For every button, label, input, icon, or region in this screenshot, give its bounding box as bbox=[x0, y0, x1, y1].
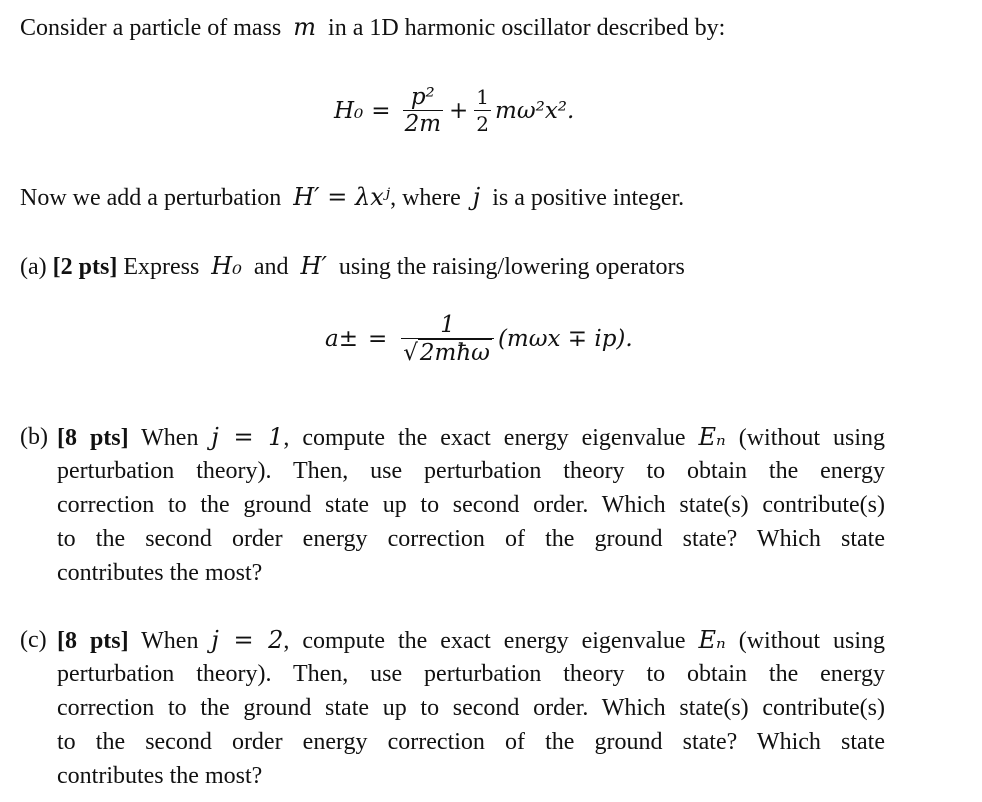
eq1-num2: 1 bbox=[476, 85, 490, 109]
perturbation-line bbox=[20, 180, 684, 215]
part-a-points: [2 pts] bbox=[52, 254, 118, 280]
part-c-points: [8 pts] bbox=[57, 628, 129, 654]
part-a-label: (a) bbox=[20, 254, 47, 280]
part-b-label: (b) bbox=[20, 424, 48, 450]
eq2-lhs: a± bbox=[325, 326, 358, 352]
eq2-tail: (mωx ∓ ip). bbox=[497, 326, 633, 352]
intro-line bbox=[20, 10, 725, 45]
intro-tail: in a 1D harmonic oscillator described by: bbox=[328, 15, 726, 41]
part-a-line bbox=[20, 249, 685, 284]
eq2-fraction bbox=[401, 312, 494, 366]
part-c-line5: contributes the most? bbox=[57, 763, 263, 789]
part-b-line2: perturbation theory). Then, use perturbation theory to obtain the energy bbox=[57, 458, 885, 484]
eq2-den bbox=[401, 339, 494, 366]
part-c-paragraph bbox=[57, 623, 885, 793]
part-b-paragraph bbox=[57, 420, 885, 590]
part-c-line1 bbox=[57, 623, 885, 657]
part-a-var1: H₀ bbox=[211, 252, 242, 280]
pert-post: is a positive integer. bbox=[492, 185, 685, 211]
eq2-den-radicand: 2mħω bbox=[419, 340, 490, 366]
part-c-line4: to the second order energy correction of the ground state? Which state bbox=[57, 729, 885, 755]
sqrt-icon: √ bbox=[403, 340, 418, 366]
eq1-den1: 2m bbox=[404, 111, 442, 137]
part-c-line3: correction to the ground state up to second order. Which state(s) contribute(s) bbox=[57, 695, 885, 721]
part-c-energy: Eₙ bbox=[698, 626, 726, 654]
eq1-plus: + bbox=[449, 97, 469, 124]
part-a-text1: Express bbox=[123, 254, 200, 280]
eq1-fraction-half bbox=[474, 84, 491, 137]
eq1-fraction-kinetic bbox=[403, 84, 443, 137]
eq1-lhs: H₀ bbox=[334, 97, 364, 124]
intro-mass-var: m bbox=[293, 13, 317, 41]
part-b-line1 bbox=[57, 420, 885, 454]
part-b-line5: contributes the most? bbox=[57, 560, 263, 586]
part-b-condition: j = 1 bbox=[211, 423, 284, 451]
part-b-energy: Eₙ bbox=[698, 423, 726, 451]
eq1-num1: p² bbox=[410, 84, 435, 110]
part-c-label: (c) bbox=[20, 627, 47, 653]
pert-mid: , where bbox=[390, 185, 461, 211]
intro-text: Consider a particle of mass bbox=[20, 15, 282, 41]
part-c-when: When bbox=[141, 628, 199, 654]
part-b-after-cond: , compute the exact energy eigenvalue bbox=[283, 425, 686, 451]
part-a-text3: using the raising/lowering operators bbox=[338, 254, 685, 280]
eq2-num: 1 bbox=[440, 312, 455, 338]
part-c-line2: perturbation theory). Then, use perturbation theory to obtain the energy bbox=[57, 661, 885, 687]
part-c-condition: j = 2 bbox=[211, 626, 284, 654]
part-b-points: [8 pts] bbox=[57, 425, 129, 451]
eq1-equals: = bbox=[371, 97, 391, 124]
eq2-equals: = bbox=[367, 326, 388, 352]
eq1-tail: mω²x². bbox=[495, 97, 575, 124]
pert-var: j bbox=[472, 183, 481, 211]
ladder-operator-equation bbox=[325, 312, 633, 366]
hamiltonian-equation bbox=[334, 84, 574, 137]
pert-expression: H′ = λxʲ bbox=[293, 183, 391, 211]
part-a-var2: H′ bbox=[300, 252, 327, 280]
part-a-text2: and bbox=[253, 254, 289, 280]
part-b-when: When bbox=[141, 425, 199, 451]
part-c-line1-end: (without using bbox=[738, 628, 886, 654]
part-b-line1-end: (without using bbox=[738, 425, 886, 451]
part-b-line4: to the second order energy correction of the ground state? Which state bbox=[57, 526, 885, 552]
pert-pre: Now we add a perturbation bbox=[20, 185, 282, 211]
eq1-den2: 2 bbox=[476, 112, 490, 136]
part-b-line3: correction to the ground state up to second order. Which state(s) contribute(s) bbox=[57, 492, 885, 518]
part-c-after-cond: , compute the exact energy eigenvalue bbox=[283, 628, 686, 654]
